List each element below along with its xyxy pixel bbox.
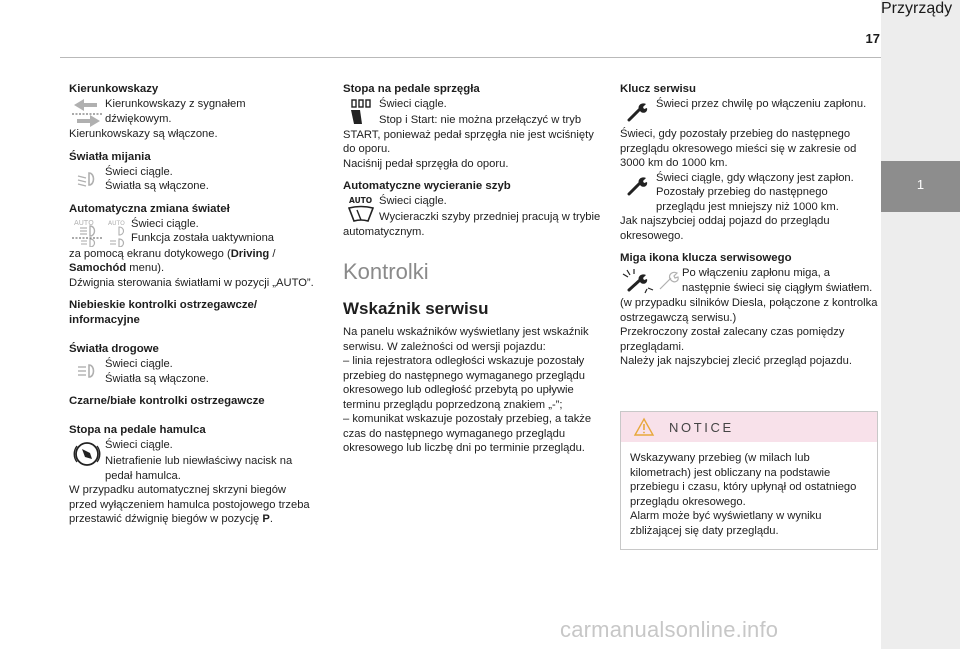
column-3 [620, 82, 878, 369]
indicators-heading: Kierunkowskazy [69, 83, 159, 95]
brake-heading: Stopa na pedale hamulca [69, 424, 206, 436]
subsection-title: Wskaźnik serwisu [343, 299, 489, 318]
wipe-text-1: Świeci ciągle. [379, 195, 447, 207]
flashing-spanner-icon [620, 266, 656, 296]
flash-text-1: Po włączeniu zapłonu miga, a następnie świeci się ciągłym światłem. [682, 267, 873, 294]
spanner-text-2: Świeci, gdy pozostały przebieg do następnego przeglądu okresowego mieści się w zakresie od 3000 km do 1000 km. [620, 128, 857, 169]
notice-label: NOTICE [669, 419, 734, 435]
chapter-tab-number: 1 [916, 177, 925, 192]
spanner-icon [620, 171, 656, 201]
clutch-text-2: Stop i Start: nie można przełączyć w tryb START, ponieważ pedał sprzęgła nie jest wciśnięty do oporu. [343, 114, 594, 155]
service-text-3: – komunikat wskazuje pozostały przebieg, a także czas do następnego wymaganego przeglądu okresowego lub liczbę dni po terminie przeglądu. [343, 413, 592, 454]
spanner-icon [620, 97, 656, 127]
indicators-row [69, 97, 314, 127]
flash-text-2: (w przypadku silników Diesla, połączone z kontrolka ostrzegawczą serwisu.) [620, 297, 878, 324]
turn-signal-icon [69, 97, 105, 127]
notice-header [621, 412, 877, 442]
brake-text-1: Świeci ciągle. [105, 439, 173, 451]
clutch-heading: Stopa na pedale sprzęgła [343, 83, 480, 95]
auto-beam-text-4: Dźwignia sterowania światłami w pozycji „AUTO”. [69, 276, 314, 289]
flash-row [620, 266, 878, 296]
dipped-beam-row [69, 165, 314, 194]
spanner-row [620, 97, 878, 127]
warning-triangle-icon [633, 417, 655, 437]
auto-wipe-icon [343, 194, 379, 224]
main-beam-text-1: Świeci ciągle. [105, 358, 173, 370]
chapter-sidebar [881, 0, 960, 649]
auto-main-beam-icon [69, 217, 105, 247]
auto-beam-row [69, 217, 314, 247]
brake-foot-icon [69, 438, 105, 468]
svg-text:AUTO: AUTO [74, 218, 94, 227]
service-text-2: – linia rejestratora odległości wskazuje pozostały przebieg do następnego wymaganego przeglądu okresowego lub odległość przebytą po upływie terminu przeglądu poprzedzoną znakiem „-”; [343, 355, 585, 411]
clutch-text-1: Świeci ciągle. [379, 98, 447, 110]
wipe-heading: Automatyczne wycieranie szyb [343, 180, 511, 192]
auto-beam-secondary-icon [105, 217, 131, 247]
section-title: Kontrolki [343, 259, 429, 284]
wipe-text-2: Wycieraczki szyby przedniej pracują w trybie automatycznym. [343, 211, 601, 238]
page-number: 17 [865, 31, 880, 46]
column-2 [343, 82, 603, 456]
dipped-beam-text-2: Światła są włączone. [105, 180, 209, 192]
flash-text-3: Przekroczony został zalecany czas pomiędzy przeglądami. [620, 326, 845, 353]
main-beam-row [69, 357, 314, 386]
notice-body [621, 442, 877, 539]
notice-text-1: Wskazywany przebieg (w milach lub kilometrach) jest obliczany na podstawie przebiegu i czasu, który upłynął od ostatniego przeglądu okresowego. [630, 452, 857, 508]
spanner-outline-icon [656, 266, 682, 296]
bw-warning-heading: Czarne/białe kontrolki ostrzegawcze [69, 395, 265, 407]
clutch-foot-icon [343, 97, 379, 127]
brake-text-2: Nietrafienie lub niewłaściwy nacisk na pedał hamulca. [105, 455, 293, 482]
notice-text-2: Alarm może być wyświetlany w wyniku zbliżającej się daty przeglądu. [630, 510, 822, 537]
spanner-row-2 [620, 171, 878, 215]
chapter-tab[interactable] [881, 161, 960, 212]
svg-text:AUTO: AUTO [108, 219, 125, 227]
indicators-text-2: Kierunkowskazy są włączone. [69, 128, 218, 140]
auto-wipe-icon-label: AUTO [349, 196, 373, 205]
chapter-title: Przyrządy [881, 0, 953, 17]
spanner-text-1: Świeci przez chwilę po włączeniu zapłonu. [656, 98, 867, 110]
brake-text-3: W przypadku automatycznej skrzyni biegów przed wyłączeniem hamulca postojowego trzeba przestawić dźwignię biegów w pozycję P. [69, 484, 310, 525]
dipped-beam-text-1: Świeci ciągle. [105, 165, 173, 178]
dipped-beam-icon [69, 165, 105, 193]
auto-beam-text-1: Świeci ciągle. [131, 217, 199, 230]
auto-beam-text-2: Funkcja została uaktywniona [131, 232, 275, 244]
spanner-heading: Klucz serwisu [620, 83, 696, 95]
service-text-1: Na panelu wskaźników wyświetlany jest wskaźnik serwisu. W zależności od wersji pojazdu: [343, 326, 589, 353]
watermark: carmanualsonline.info [560, 617, 779, 642]
dipped-beam-heading: Światła mijania [69, 150, 151, 163]
header-rule [60, 57, 960, 58]
clutch-text-3: Naciśnij pedał sprzęgła do oporu. [343, 157, 509, 170]
auto-beam-text-3: za pomocą ekranu dotykowego (Driving / Samochód menu). [69, 247, 276, 274]
auto-beam-heading: Automatyczna zmiana świateł [69, 202, 230, 215]
indicators-text-1: Kierunkowskazy z sygnałem dźwiękowym. [105, 98, 246, 125]
main-beam-text-2: Światła są włączone. [105, 372, 209, 385]
main-beam-icon [69, 357, 105, 385]
column-1 [69, 82, 314, 527]
main-beam-heading: Światła drogowe [69, 343, 159, 355]
flash-text-4: Należy jak najszybciej zlecić przegląd pojazdu. [620, 355, 852, 367]
blue-warning-heading: Niebieskie kontrolki ostrzegawcze/ informacyjne [69, 299, 258, 326]
flash-heading: Miga ikona klucza serwisowego [620, 252, 792, 264]
notice-box [620, 411, 878, 550]
spanner-text-4: Jak najszybciej oddaj pojazd do przeglądu okresowego. [620, 215, 830, 242]
spanner-text-3: Świeci ciągle, gdy włączony jest zapłon. Pozostały przebieg do następnego przeglądu jest mniejszy niż 1000 km. [656, 171, 854, 213]
